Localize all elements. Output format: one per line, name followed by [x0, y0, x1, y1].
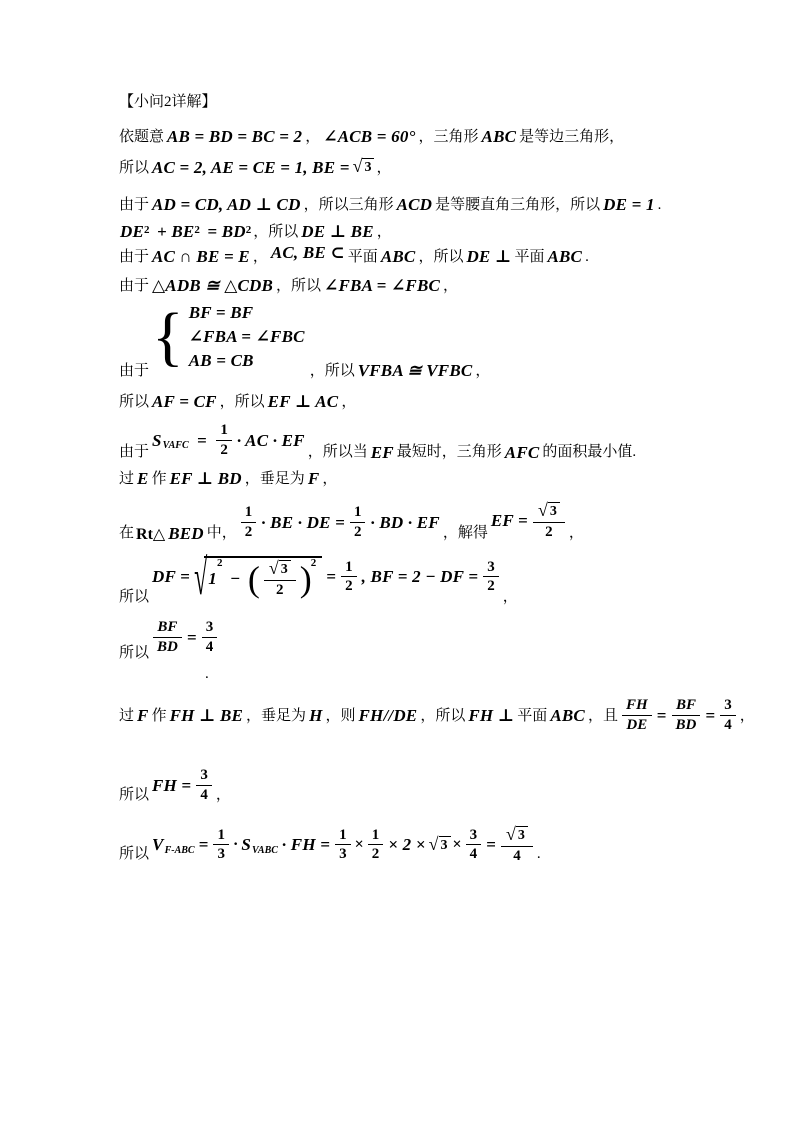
math: △ADB ≅ △CDB: [152, 276, 274, 296]
text: 平面: [347, 249, 378, 265]
numerator: BF: [675, 697, 696, 713]
fraction: [483, 560, 499, 596]
math: × 2 ×: [388, 835, 426, 855]
math: BED: [168, 523, 204, 543]
math: S: [152, 430, 162, 450]
equation-system: [152, 299, 307, 373]
text: ，: [376, 224, 392, 240]
equation: [150, 551, 502, 606]
radicand: 3: [362, 158, 374, 176]
sqrt-expression: [269, 560, 291, 578]
text: 中，: [206, 525, 237, 542]
math: E: [137, 469, 149, 489]
text: .: [585, 249, 589, 265]
superscript: 2: [245, 224, 252, 237]
text: 最短时，三角形: [396, 444, 502, 461]
math: · BE · DE =: [261, 512, 345, 532]
math: DE: [120, 222, 145, 242]
superscript: 2: [194, 224, 200, 237]
math: ×: [354, 836, 364, 854]
text: 由于: [119, 362, 150, 379]
solution-line-13: [118, 620, 220, 664]
equation: [150, 768, 215, 804]
superscript: 2: [310, 557, 317, 569]
math: EF =: [490, 511, 528, 531]
math: H: [309, 705, 323, 725]
text: .: [205, 666, 209, 682]
numerator: 1: [371, 826, 380, 843]
fraction: [335, 828, 351, 864]
text: 作: [151, 707, 167, 724]
math: BF = BF: [188, 303, 254, 322]
math: ABC: [547, 247, 583, 267]
math: · BD · EF: [370, 512, 440, 532]
text: ，所以当: [307, 444, 368, 461]
solution-line-9: [118, 423, 637, 463]
denominator: 2: [216, 440, 232, 459]
solution-line-7: [118, 299, 491, 381]
text: 作: [151, 471, 167, 487]
text: 的面积最小值.: [542, 444, 637, 461]
sqrt-expression: [429, 836, 451, 854]
denominator: 3: [213, 844, 229, 863]
text: ，: [739, 707, 755, 724]
section-header-text: 【小问2详解】: [119, 94, 217, 110]
math: ×: [452, 836, 462, 854]
math: =: [198, 835, 209, 855]
denominator: 2: [350, 522, 366, 541]
text: ，垂足为: [246, 707, 307, 724]
text: 由于: [119, 444, 150, 461]
math: = BD: [202, 222, 246, 242]
math: ·: [232, 836, 239, 854]
solution-line-15: [118, 768, 232, 806]
text: ，解得: [442, 525, 488, 542]
text: ，: [568, 525, 584, 542]
radicand: 3: [279, 560, 291, 578]
left-brace: {: [152, 299, 184, 373]
ratio-equation: [619, 698, 739, 734]
fraction: [368, 828, 384, 864]
math: AFC: [504, 442, 540, 462]
text: 所以: [119, 787, 150, 804]
text: 由于: [119, 197, 150, 213]
radicand: 3: [439, 836, 451, 854]
math: DE ⊥ BE: [301, 222, 374, 242]
denominator: 4: [720, 715, 736, 734]
equation: [238, 505, 442, 541]
solution-line-12: [118, 551, 519, 608]
solution-line-11: [118, 502, 585, 544]
math: DE ⊥: [466, 247, 512, 267]
radicand: 3: [548, 502, 560, 520]
fraction: [622, 698, 652, 734]
math: · FH =: [281, 835, 331, 855]
text: 所以: [119, 846, 150, 863]
text: 过: [119, 707, 135, 724]
math: DE = 1: [603, 195, 655, 215]
math: VFBA ≅ VFBC: [357, 361, 473, 380]
math: ∠FBA = ∠FBC: [324, 276, 441, 296]
math: AC ∩ BE = E: [152, 247, 250, 267]
fraction: [216, 423, 232, 459]
text: 平面: [517, 707, 548, 724]
radical-sign: √: [352, 156, 363, 177]
math: AB = BD = BC = 2: [167, 127, 303, 147]
text: .: [536, 846, 541, 863]
math: =: [186, 627, 197, 647]
denominator: 2: [533, 522, 565, 541]
area-formula: [150, 423, 307, 459]
text: 是等边三角形，: [519, 129, 625, 145]
left-paren: (: [247, 558, 260, 599]
superscript: 2: [144, 224, 150, 237]
equation: [489, 502, 568, 541]
math: AC, BE ⊂: [270, 243, 345, 263]
text: 平面: [514, 249, 545, 265]
text: ，三角形: [418, 129, 479, 145]
radical-sign: √: [428, 834, 439, 855]
fraction: [720, 698, 736, 734]
math: ∠FBA = ∠FBC: [188, 327, 305, 346]
fraction: [196, 768, 212, 804]
text: 依题意: [119, 129, 165, 145]
solution-line-13-period: [204, 664, 210, 684]
solution-line-10: [118, 469, 338, 489]
math: · AC · EF: [236, 430, 305, 450]
text: ，: [215, 787, 231, 804]
sqrt-expression: [538, 502, 560, 520]
text: 由于: [119, 278, 150, 294]
denominator: 4: [202, 637, 218, 656]
numerator: 1: [244, 504, 253, 520]
equation: [150, 620, 220, 656]
text: ，: [443, 278, 459, 294]
math: , BF = 2 − DF =: [361, 567, 479, 587]
text: ，所以: [253, 224, 299, 240]
text: 过: [119, 471, 135, 487]
math: Rt△: [136, 525, 166, 543]
denominator: 4: [196, 785, 212, 804]
numerator: 3: [205, 619, 214, 635]
numerator: 3: [200, 767, 208, 783]
denominator: 2: [368, 844, 384, 863]
text: ，所以: [420, 707, 466, 724]
math: =: [326, 567, 337, 587]
math: ∠ACB = 60°: [323, 127, 416, 147]
subscript: VAFC: [162, 440, 189, 452]
numerator: [501, 826, 533, 846]
math: EF ⊥ BD: [169, 469, 242, 489]
math: AC = 2, AE = CE = 1, BE =: [152, 158, 350, 178]
solution-line-14: [118, 698, 756, 734]
text: ，所以: [309, 362, 355, 379]
solution-line-8: [118, 392, 357, 412]
text: ，所以: [219, 394, 265, 410]
denominator: DE: [622, 715, 652, 734]
math: =: [192, 430, 212, 450]
math: AD = CD, AD ⊥ CD: [152, 195, 301, 215]
denominator: 2: [241, 522, 257, 541]
fraction: [350, 505, 366, 541]
text: 所以: [119, 394, 150, 410]
subscript: F-ABC: [164, 844, 195, 856]
numerator: FH: [625, 697, 648, 713]
text: ，: [502, 589, 518, 606]
radical-sign: √: [537, 500, 548, 520]
radicand: 3: [516, 826, 528, 844]
math: FH//DE: [358, 705, 418, 725]
math: 1: [208, 569, 217, 589]
numerator: 3: [724, 697, 732, 713]
numerator: [533, 502, 565, 522]
math: ABC: [550, 705, 585, 725]
denominator: BD: [672, 715, 701, 734]
math: EF ⊥ AC: [267, 392, 339, 412]
superscript: 2: [216, 557, 223, 569]
text: 所以: [119, 645, 150, 662]
math: FH =: [152, 775, 192, 795]
text: 所以: [119, 160, 150, 176]
sqrt-expression: [353, 158, 375, 176]
numerator: 1: [339, 826, 347, 843]
sqrt-expression: [506, 826, 528, 844]
text: 在: [119, 525, 135, 542]
solution-line-6: [118, 276, 459, 296]
text: 是等腰直角三角形，所以: [435, 197, 601, 213]
fraction: [202, 620, 218, 656]
math: EF: [370, 442, 394, 462]
solution-line-16: [118, 826, 542, 865]
solution-line-5: [118, 243, 590, 267]
math: S: [241, 835, 251, 855]
fraction: [672, 698, 701, 734]
right-paren: ): [299, 558, 312, 599]
fraction: [213, 828, 229, 864]
radical-sign: √: [268, 558, 279, 578]
fraction: [264, 560, 296, 599]
numerator: 1: [217, 826, 225, 843]
denominator: 4: [501, 846, 533, 865]
text: ，则: [325, 707, 356, 724]
math: ABC: [380, 247, 416, 267]
numerator: 1: [353, 504, 362, 520]
denominator: 2: [483, 576, 499, 595]
solution-line-1: [118, 127, 625, 147]
radical-sign: √: [194, 551, 208, 606]
subscript: VABC: [251, 844, 278, 856]
text: ，所以三角形: [303, 197, 394, 213]
text: ，: [252, 249, 268, 265]
text: ，: [322, 471, 338, 487]
denominator: 4: [466, 844, 482, 863]
text: .: [657, 197, 662, 213]
solution-line-2: [118, 158, 393, 178]
math: =: [656, 705, 667, 725]
denominator: 3: [335, 844, 351, 863]
radicand: [204, 556, 322, 599]
denominator: 2: [264, 580, 296, 599]
text: 所以: [119, 589, 150, 606]
numerator: 3: [487, 558, 495, 575]
fraction: [241, 505, 257, 541]
text: ，所以: [418, 249, 464, 265]
text: ，: [341, 394, 357, 410]
text: ，: [475, 362, 491, 379]
math: =: [705, 705, 716, 725]
text: ，且: [587, 707, 618, 724]
volume-equation: [150, 826, 536, 865]
section-header: [118, 92, 218, 112]
big-sqrt-expression: [194, 551, 322, 606]
math: AF = CF: [152, 392, 217, 412]
system-equations: [187, 303, 307, 371]
numerator: [264, 560, 296, 580]
solution-line-3: [118, 195, 662, 215]
math: −: [225, 569, 245, 589]
math: AB = CB: [188, 351, 254, 370]
math: V: [152, 835, 164, 855]
fraction: [341, 560, 357, 596]
denominator: BD: [153, 637, 182, 656]
math: F: [307, 469, 320, 489]
fraction: [466, 828, 482, 864]
text: ，: [305, 129, 321, 145]
text: ，所以: [276, 278, 322, 294]
math: + BE: [152, 222, 195, 242]
math: FH ⊥: [468, 705, 515, 725]
fraction: [533, 502, 565, 541]
math: FH ⊥ BE: [169, 705, 244, 725]
text: ，垂足为: [244, 471, 305, 487]
denominator: 2: [341, 576, 357, 595]
math: =: [486, 835, 497, 855]
math: F: [137, 705, 149, 725]
text: ，: [376, 160, 392, 176]
math: ABC: [481, 127, 517, 147]
fraction: [153, 620, 182, 656]
text: 由于: [119, 249, 150, 265]
numerator: 1: [345, 558, 353, 575]
numerator: 3: [469, 826, 478, 843]
numerator: 1: [220, 422, 228, 438]
math: DF =: [152, 567, 191, 587]
math: ACD: [396, 195, 433, 215]
fraction: [501, 826, 533, 865]
radical-sign: √: [506, 824, 516, 844]
solution-line-4: [118, 222, 393, 242]
numerator: BF: [157, 619, 178, 635]
